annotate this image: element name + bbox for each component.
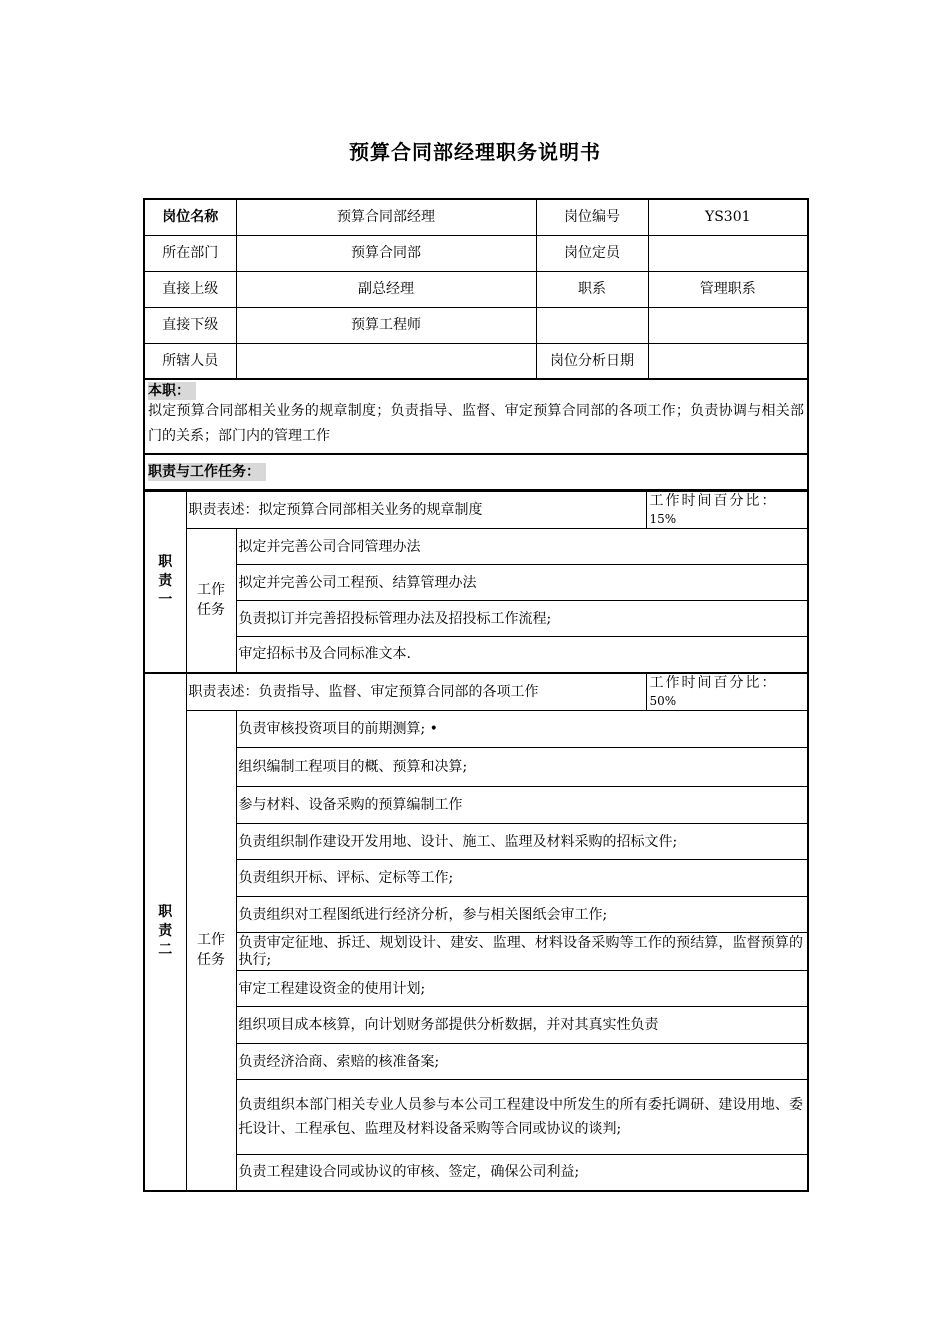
duty2-task: 审定工程建设资金的使用计划; [236,971,808,1007]
value-analysis-date [648,343,808,379]
duty1-description: 职责表述：拟定预算合同部相关业务的规章制度 [186,492,646,529]
tasks-header: 职责与工作任务： [148,463,266,481]
value-headcount [648,235,808,271]
duty1-task: 审定招标书及合同标准文本. [236,637,808,673]
label-job-family: 职系 [536,271,648,307]
duty2-label: 职责二 [144,673,186,1191]
duty1-pct-value: 15% [649,512,677,526]
label-position-code: 岗位编号 [536,199,648,235]
duty2-pct-label: 工作时间百分比： [649,674,778,691]
duty-summary-text: 拟定预算合同部相关业务的规章制度；负责指导、监督、审定预算合同部的各项工作；负责协调与相关部门的关系；部门内的管理工作 [148,403,804,444]
duty2-time-percentage [646,673,808,711]
duty1-task: 拟定并完善公司工程预、结算管理办法 [236,565,808,601]
value-job-family: 管理职系 [648,271,808,307]
duty1-pct-label: 工作时间百分比： [649,493,778,509]
job-description-form [143,198,807,1192]
label-direct-subordinate: 直接下级 [144,307,236,343]
duty-summary-header: 本职： [148,382,196,400]
duty2-task: 负责组织对工程图纸进行经济分析，参与相关图纸会审工作; [236,897,808,933]
duty2-pct-value: 50% [649,693,677,708]
duty2-task: 负责组织开标、评标、定标等工作; [236,860,808,897]
duty1-label: 职责一 [144,492,186,673]
label-department: 所在部门 [144,235,236,271]
document-title: 预算合同部经理职务说明书 [349,140,601,164]
value-direct-superior: 副总经理 [236,271,536,307]
duty2-task: 参与材料、设备采购的预算编制工作 [236,787,808,824]
duty2-description: 职责表述：负责指导、监督、审定预算合同部的各项工作 [186,673,646,711]
duty2-task: 负责审定征地、拆迁、规划设计、建安、监理、材料设备采购等工作的预结算，监督预算的执行; [236,933,808,971]
label-direct-superior: 直接上级 [144,271,236,307]
tasks-header-cell [144,454,808,490]
duty1-time-percentage [646,492,808,529]
value-empty [648,307,808,343]
duty2-task: 负责组织本部门相关专业人员参与本公司工程建设中所发生的所有委托调研、建设用地、委托设计、工程承包、监理及材料设备采购等合同或协议的谈判; [236,1080,808,1155]
value-staff-managed [236,343,536,379]
duty1-task: 负责拟订并完善招投标管理办法及招投标工作流程; [236,601,808,637]
duty2-task: 负责经济洽商、索赔的核准备案; [236,1044,808,1080]
duty2-task: 组织项目成本核算，向计划财务部提供分析数据，并对其真实性负责 [236,1007,808,1044]
value-position-name: 预算合同部经理 [236,199,536,235]
duty2-task: 负责审核投资项目的前期测算; • [236,711,808,748]
duty-summary-cell [144,379,808,454]
duty2-task: 组织编制工程项目的概、预算和决算; [236,748,808,787]
duty2-task: 负责工程建设合同或协议的审核、签定，确保公司利益; [236,1155,808,1191]
value-direct-subordinate: 预算工程师 [236,307,536,343]
duty2-task-label: 工作任务 [186,711,236,1191]
label-position-name: 岗位名称 [144,199,236,235]
duty1-task-label: 工作任务 [186,529,236,673]
label-empty [536,307,648,343]
value-department: 预算合同部 [236,235,536,271]
label-staff-managed: 所辖人员 [144,343,236,379]
duty-table [143,491,809,1192]
duty2-task: 负责组织制作建设开发用地、设计、施工、监理及材料采购的招标文件; [236,824,808,860]
label-headcount: 岗位定员 [536,235,648,271]
label-analysis-date: 岗位分析日期 [536,343,648,379]
basic-info-table [143,198,809,491]
duty1-task: 拟定并完善公司合同管理办法 [236,529,808,565]
value-position-code: YS301 [648,199,808,235]
